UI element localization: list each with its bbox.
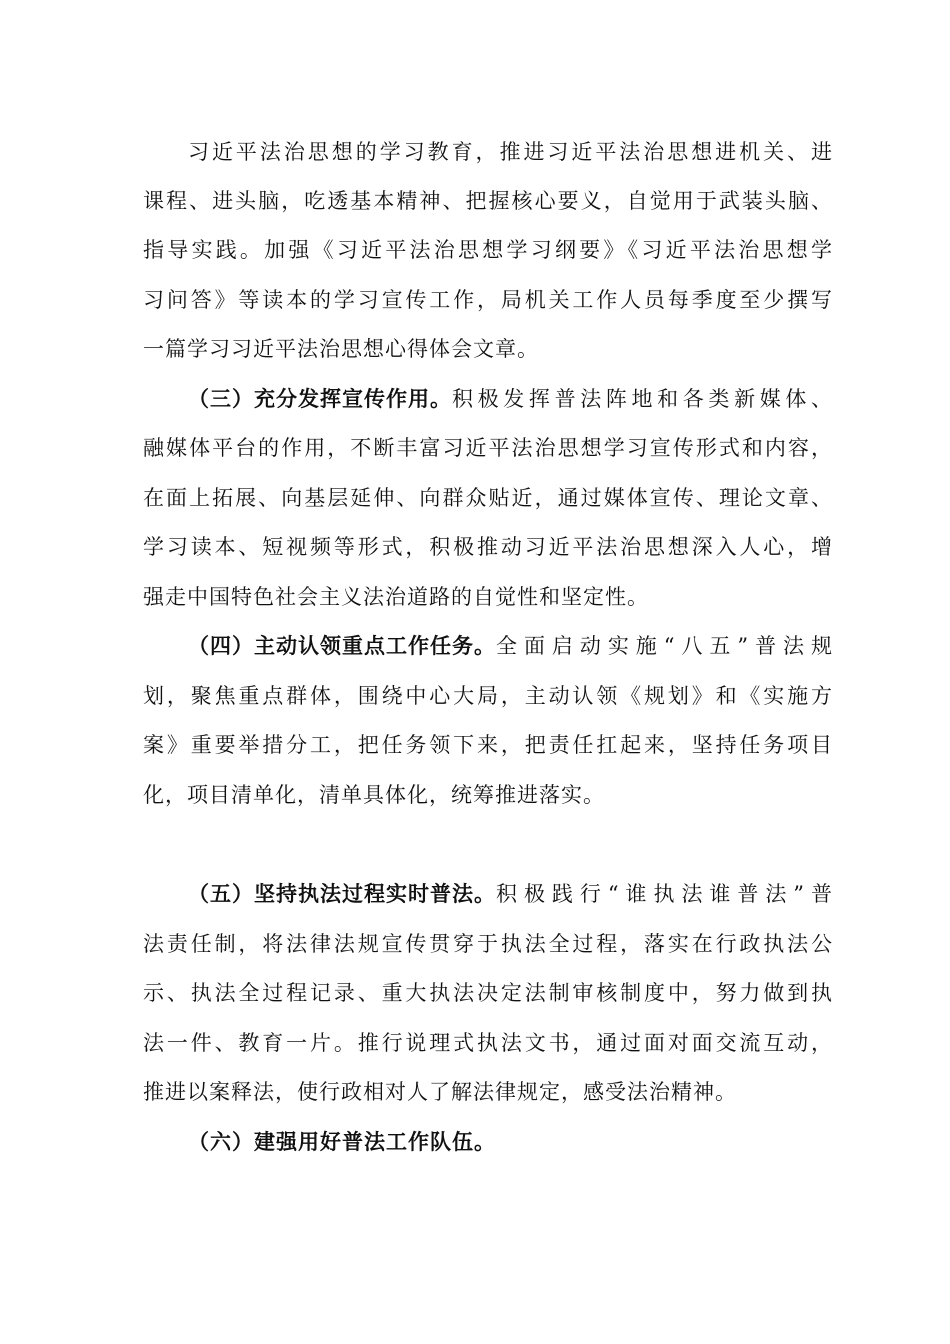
paragraph-heading: （五）坚持执法过程实时普法。: [188, 881, 496, 906]
paragraph-line: [188, 880, 833, 908]
paragraph-heading: （四）主动认领重点工作任务。: [188, 633, 496, 658]
text: 积极践行“谁执法谁普法”普: [496, 882, 833, 906]
text: 习近平法治思想的学习教育，推进习近平法治思想进机关、进: [188, 140, 833, 164]
paragraph-line: 指导实践。加强《习近平法治思想学习纲要》《习近平法治思想学: [143, 238, 833, 262]
paragraph-heading: （三）充分发挥宣传作用。: [188, 386, 452, 411]
paragraph-line: [188, 385, 833, 413]
text: 积极发挥普法阵地和各类新媒体、: [452, 387, 833, 411]
paragraph-line: 学习读本、短视频等形式，积极推动习近平法治思想深入人心，增: [143, 535, 833, 559]
paragraph-line: [188, 138, 833, 166]
paragraph-line: 法责任制，将法律法规宣传贯穿于执法全过程，落实在行政执法公: [143, 932, 833, 956]
paragraph-line: 案》重要举措分工，把任务领下来，把责任扛起来，坚持任务项目: [143, 733, 833, 757]
paragraph-line: 划，聚焦重点群体，围绕中心大局，主动认领《规划》和《实施方: [143, 684, 833, 708]
paragraph-line: 在面上拓展、向基层延伸、向群众贴近，通过媒体宣传、理论文章、: [143, 486, 833, 510]
paragraph-line: [188, 632, 833, 660]
paragraph-heading: （六）建强用好普法工作队伍。: [188, 1129, 496, 1154]
paragraph-line: 推进以案释法，使行政相对人了解法律规定，感受法治精神。: [143, 1080, 737, 1104]
paragraph-line: 法一件、教育一片。推行说理式执法文书，通过面对面交流互动，: [143, 1031, 833, 1055]
paragraph-line: 课程、进头脑，吃透基本精神、把握核心要义，自觉用于武装头脑、: [143, 189, 833, 213]
paragraph-line: 融媒体平台的作用，不断丰富习近平法治思想学习宣传形式和内容，: [143, 436, 833, 460]
paragraph-line: 化，项目清单化，清单具体化，统筹推进落实。: [143, 783, 605, 807]
text: 全面启动实施“八五”普法规: [496, 634, 833, 658]
paragraph-line: 一篇学习习近平法治思想心得体会文章。: [143, 337, 539, 361]
paragraph-line: 习问答》等读本的学习宣传工作，局机关工作人员每季度至少撰写: [143, 288, 833, 312]
paragraph-line: 强走中国特色社会主义法治道路的自觉性和坚定性。: [143, 585, 649, 609]
paragraph-line: 示、执法全过程记录、重大执法决定法制审核制度中，努力做到执: [143, 981, 833, 1005]
